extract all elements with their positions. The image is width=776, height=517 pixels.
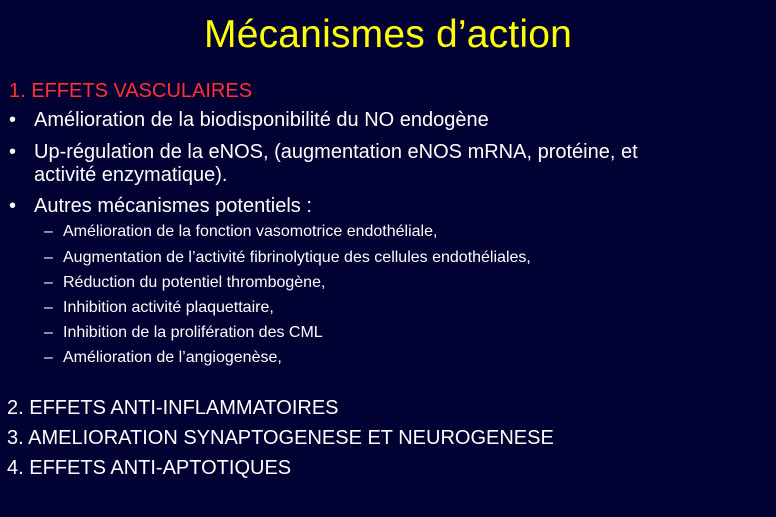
bullet-item-other-mechanisms: Autres mécanismes potentiels : (34, 195, 312, 217)
dash-icon: – (44, 274, 53, 291)
dash-icon: – (44, 324, 53, 341)
sub-item-platelet: Inhibition activité plaquettaire, (63, 299, 274, 316)
section-1-heading: 1. EFFETS VASCULAIRES (9, 80, 253, 102)
bullet-icon: • (9, 141, 17, 163)
section-4-heading: 4. EFFETS ANTI-APTOTIQUES (7, 457, 292, 479)
sub-item-fibrinolytic: Augmentation de l’activité fibrinolytique des cellules endothéliales, (63, 249, 531, 266)
sub-item-cml: Inhibition de la prolifération des CML (63, 324, 323, 341)
dash-icon: – (44, 223, 53, 240)
dash-icon: – (44, 349, 53, 366)
bullet-item-enos-upregulation: Up-régulation de la eNOS, (augmentation eNOS mRNA, protéine, et (34, 141, 638, 163)
bullet-item-enos-upregulation-continued: activité enzymatique). (34, 164, 228, 186)
sub-item-vasomotor: Amélioration de la fonction vasomotrice endothéliale, (63, 223, 438, 240)
sub-item-thrombogenic: Réduction du potentiel thrombogène, (63, 274, 326, 291)
dash-icon: – (44, 299, 53, 316)
section-2-heading: 2. EFFETS ANTI-INFLAMMATOIRES (7, 397, 339, 419)
bullet-icon: • (9, 195, 17, 217)
dash-icon: – (44, 249, 53, 266)
bullet-icon: • (9, 109, 17, 131)
slide-title: Mécanismes d’action (204, 13, 572, 56)
bullet-item-no-bioavailability: Amélioration de la biodisponibilité du NO endogène (34, 109, 489, 131)
sub-item-angiogenesis: Amélioration de l’angiogenèse, (63, 349, 282, 366)
section-3-heading: 3. AMELIORATION SYNAPTOGENESE ET NEUROGENESE (7, 427, 554, 449)
